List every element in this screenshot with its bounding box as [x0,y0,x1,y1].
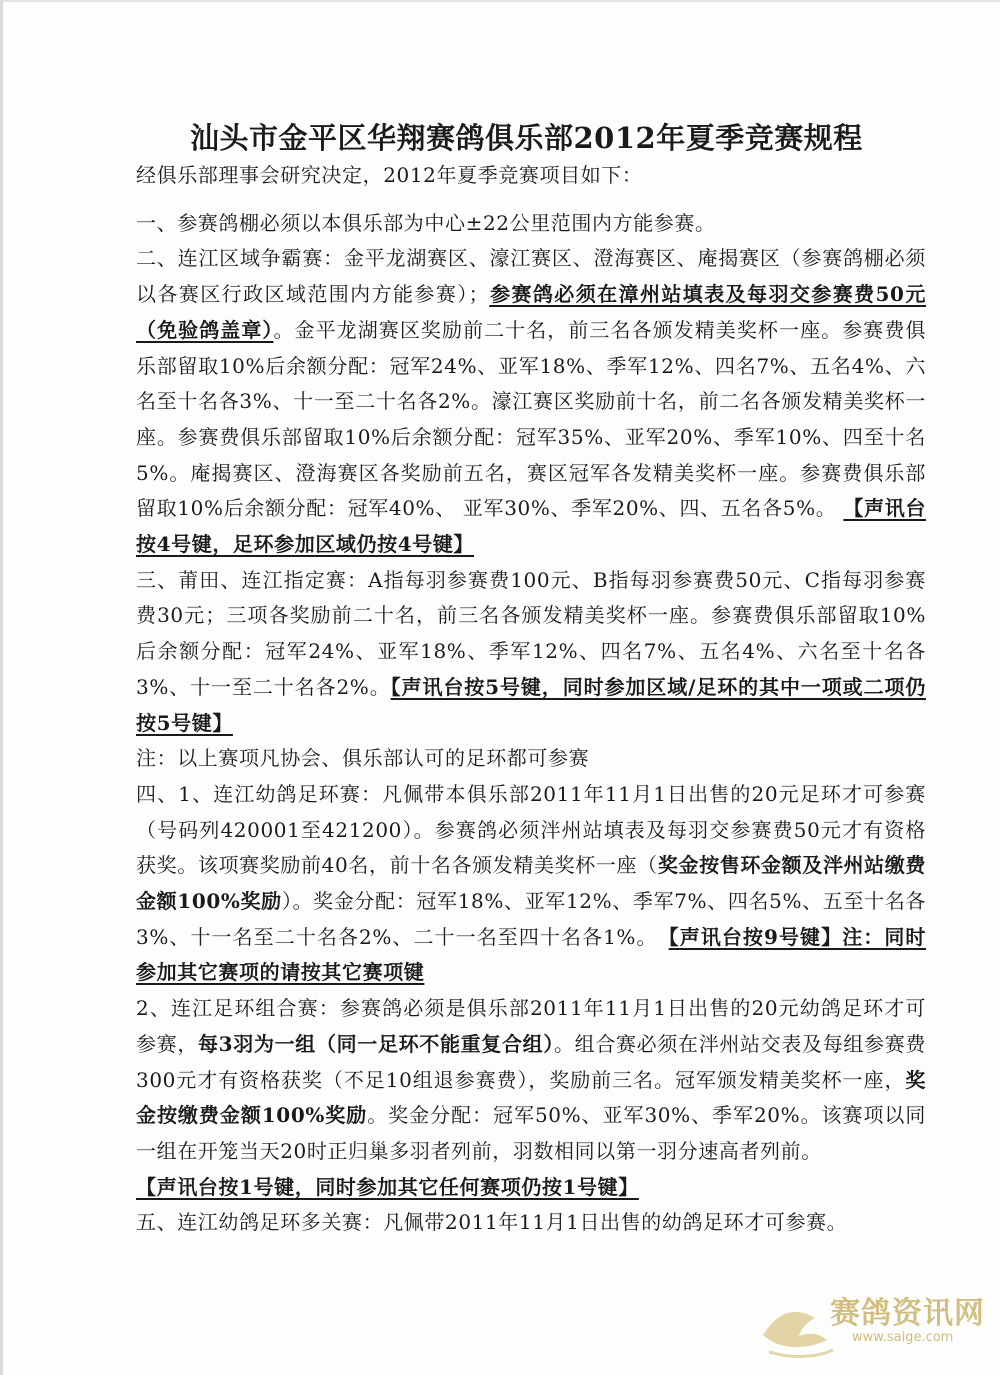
document-title: 汕头市金平区华翔赛鸽俱乐部2012年夏季竞赛规程 [190,121,863,155]
item-2-text-a: 二、连江区域争霸赛：金平龙湖赛区、濠江赛区、澄海赛区、庵揭赛区（参赛鸽棚必须以各赛区行政区域范围内方能参赛）； [136,246,926,307]
item-4-1-text-c: ）。奖金分配：冠军18%、亚军12%、季军7%、四名5%、五至十名各3%、十一名至二十名各2%、二十一名至四十名各1%。 [136,889,927,949]
item-4-2-bold-group: 每3羽为一组（同一足环不能重复合组） [198,1031,554,1056]
item-4-2-text-a: 2、连江足环组合赛：参赛鸽必须是俱乐部2011年11月1日出售的20元幼鸽足环才可参赛， [136,996,926,1056]
item-5: 五、连江幼鸽足环多关赛：凡佩带2011年11月1日出售的幼鸽足环才可参赛。 [136,1210,848,1235]
watermark-url: www.saige.com [852,1330,954,1345]
item-4-2-text-c: 。组合赛必须在泮州站交表及每组参赛费300元才有资格获奖（不足10组退参赛费），奖励前三名。冠军颁发精美奖杯一座， [136,1031,926,1092]
item-4-2-bold-prize: 奖金按缴费金额100%奖励 [136,1067,926,1128]
item-2 [136,241,926,562]
item-2-highlight-fee: 参赛鸽必须在漳州站填表及每羽交参赛费50元（免验鸽盖章） [136,282,926,342]
note-text: 注：以上赛项凡协会、俱乐部认可的足环都可参赛 [136,746,590,771]
hotline-1-text: 【声讯台按1号键，同时参加其它任何赛项仍按1号键】 [136,1174,639,1199]
item-1: 一、参赛鸽棚必须以本俱乐部为中心±22公里范围内方能参赛。 [136,210,716,235]
watermark-site-name: 赛鸽资讯网 [830,1296,985,1331]
intro-text: 经俱乐部理事会研究决定，2012年夏季竞赛项目如下： [136,163,643,187]
item-2-text-c: 。金平龙湖赛区奖励前二十名，前三名各颁发精美奖杯一座。参赛费俱乐部留取10%后余额分配：冠军24%、亚军18%、季军12%、四名7%、五名4%、六名至十名各3%、十一至二十名各2%。濠江赛区奖励前十名，前二名各颁发精美奖杯一座。参赛费俱乐部留取10%后余额分配：冠军35%、亚军20%、季军10%、四至十名5%。庵揭赛区、澄海赛区各奖励前五名，赛区冠军各发精美奖杯一座。参赛费俱乐部留取10%后余额分配：冠军40%、 亚军30%、季军20%、四、五名各5%。 [136,317,927,521]
item-4-1-hotline: 【声讯台按9号键】注：同时参加其它赛项的请按其它赛项键 [136,924,927,985]
item-3 [136,563,926,742]
item-4-1-bold-prize: 奖金按售环金额及泮州站缴费金额100%奖励 [136,853,926,914]
hotline-1 [136,1170,926,1206]
document-body [136,118,926,1241]
item-4-2-text-e: 。奖金分配：冠军50%、亚军30%、季军20%。该赛项以同一组在开笼当天20时正归巢多羽者列前，羽数相同以第一羽分速高者列前。 [136,1103,926,1163]
item-2-hotline: 【声讯台按4号键，足环参加区域仍按4号键】 [136,496,926,557]
item-3-text-a: 三、莆田、连江指定赛：A指每羽参赛费100元、B指每羽参赛费50元、C指每羽参赛费30元；三项各奖励前二十名，前三名各颁发精美奖杯一座。参赛费俱乐部留取10%后余额分配：冠军24%、亚军18%、季军12%、四名7%、五名4%、六名至十名各3%、十一至二十名各2%。 [136,567,926,699]
item-4-1-text-a: 四、1、连江幼鸽足环赛：凡佩带本俱乐部2011年11月1日出售的20元足环才可参赛（号码列420001至421200）。参赛鸽必须泮州站填表及每羽交参赛费50元才有资格获奖。该项赛奖励前40名，前十名各颁发精美奖杯一座（ [136,781,926,878]
item-4-1 [136,777,926,991]
item-4-2 [136,991,926,1170]
item-3-hotline: 【声讯台按5号键，同时参加区域/足环的其中一项或二项仍按5号键】 [136,674,926,735]
